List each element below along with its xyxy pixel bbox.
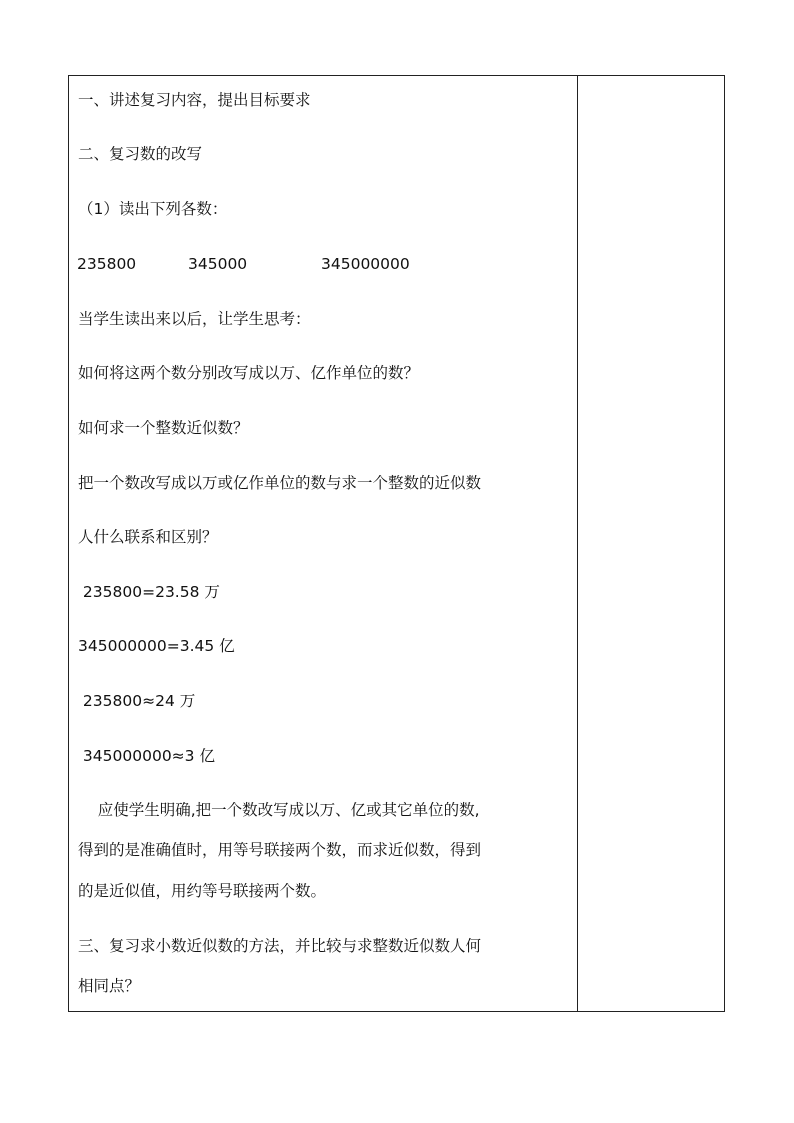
students-think-text: 当学生读出来以后，让学生思考： [78,310,311,328]
question-3-line-1: 把一个数改写成以万或亿作单位的数与求一个整数的近似数 [78,474,482,492]
question-3-line-2: 人什么联系和区别？ [78,528,218,546]
number-1: 235800 [77,255,137,273]
lesson-table [68,75,725,1012]
question-1: 如何将这两个数分别改写成以万、亿作单位的数？ [78,364,420,382]
equation-4: 345000000≈3 亿 [78,747,215,765]
section-heading-3-line-1: 三、复习求小数近似数的方法，并比较与求整数近似数人何 [78,937,482,955]
paragraph-line-3: 的是近似值，用约等号联接两个数。 [78,882,327,900]
paragraph-line-2: 得到的是准确值时，用等号联接两个数，而求近似数，得到 [78,841,482,859]
question-2: 如何求一个整数近似数？ [78,419,249,437]
paragraph-line-1: 应使学生明确,把一个数改写成以万、亿或其它单位的数, [78,801,480,819]
column-divider [577,76,578,1011]
number-3: 345000000 [321,255,410,273]
equation-3: 235800≈24 万 [78,692,196,710]
section-heading-2: 二、复习数的改写 [78,145,203,163]
number-2: 345000 [188,255,248,273]
subsection-read-numbers: （1）读出下列各数： [78,200,228,218]
equation-1: 235800=23.58 万 [78,583,220,601]
section-heading-1: 一、讲述复习内容，提出目标要求 [78,91,311,109]
section-heading-3-line-2: 相同点？ [78,977,141,995]
equation-2: 345000000=3.45 亿 [78,637,235,655]
numbers-row [69,254,569,354]
